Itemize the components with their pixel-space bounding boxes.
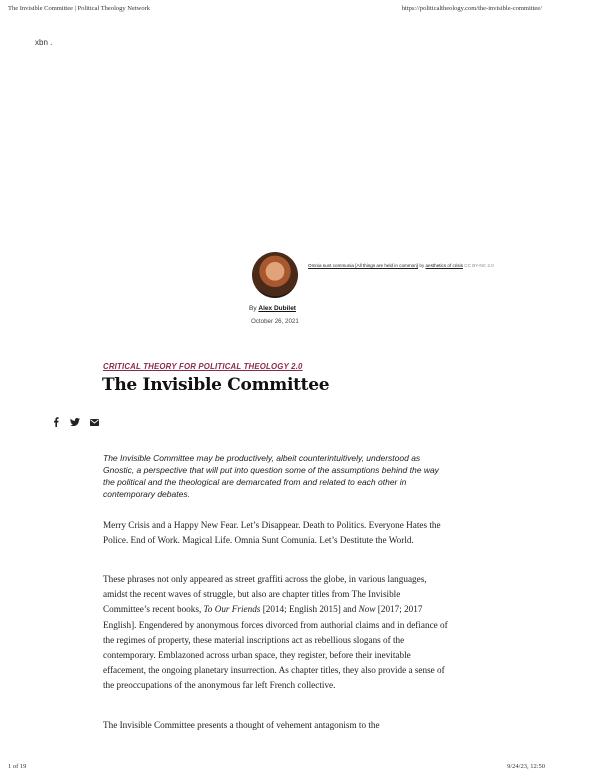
article-lede: The Invisible Committee may be productively, albeit counterintuitively, understood as Gnostic, a perspective that will put into question some of the assumptions behind the way the political and the theological are demarcated from and related to each other in contemporary debates. (103, 453, 439, 499)
twitter-icon[interactable] (69, 416, 81, 428)
site-logo[interactable]: xbn . (35, 38, 53, 47)
image-credit-author[interactable]: aesthetics of crisis (425, 263, 463, 268)
byline (249, 305, 296, 312)
paragraph-3: The Invisible Committee presents a thought of vehement antagonism to the (103, 720, 380, 730)
author-link[interactable]: Alex Dubilet (258, 305, 296, 312)
author-avatar (252, 252, 298, 298)
category-link[interactable]: CRITICAL THEORY FOR POLITICAL THEOLOGY 2.0 (103, 362, 303, 371)
image-credit-license: CC BY-NC 2.0 (464, 263, 494, 268)
publish-date: October 26, 2021 (251, 318, 299, 325)
article-title: The Invisible Committee (102, 375, 330, 395)
print-footer-page: 1 of 19 (8, 763, 27, 770)
image-credit (308, 263, 494, 268)
paragraph-2-text-c: [2017; 2017 English]. Engendered by anonymous forces divorced from authorial claims and in defiance of the regimes of property, these material inscriptions act as rebellious slogans of the contemporary. Emblazoned across urban space, they register, before their inevitable effacement, the ongoing planetary insurrection. As chapter titles, they also provide a sense of the preoccupations of the anonymous far left French collective. (103, 604, 448, 691)
paragraph-2-text-b: [2014; English 2015] and (260, 604, 359, 615)
image-credit-link[interactable]: Omnia sunt communia [All things are held in common] (308, 263, 419, 268)
paragraph-2-text-a: These phrases not only appeared as street graffiti across the globe, in various languages, amidst the recent waves of struggle, but also are chapter titles from The Invisible Committee’s recent books, (103, 574, 427, 615)
paragraph-1: Merry Crisis and a Happy New Fear. Let’s Disappear. Death to Politics. Everyone Hates the Police. End of Work. Magical Life. Omnia Sunt Comunia. Let’s Destitute the World. (103, 520, 441, 546)
print-footer-datetime: 9/24/23, 12:50 (507, 763, 545, 770)
print-header-url[interactable]: https://politicaltheology.com/the-invisible-committee/ (401, 5, 542, 12)
facebook-icon[interactable] (50, 416, 62, 428)
byline-prefix: By (249, 305, 257, 312)
book-title-to-our-friends: To Our Friends (203, 604, 261, 615)
print-header-title: The Invisible Committee | Political Theology Network (8, 5, 150, 12)
mail-icon[interactable] (88, 416, 100, 428)
book-title-now: Now (358, 604, 376, 615)
image-credit-by: by (419, 263, 425, 268)
paragraph-2 (103, 572, 448, 694)
